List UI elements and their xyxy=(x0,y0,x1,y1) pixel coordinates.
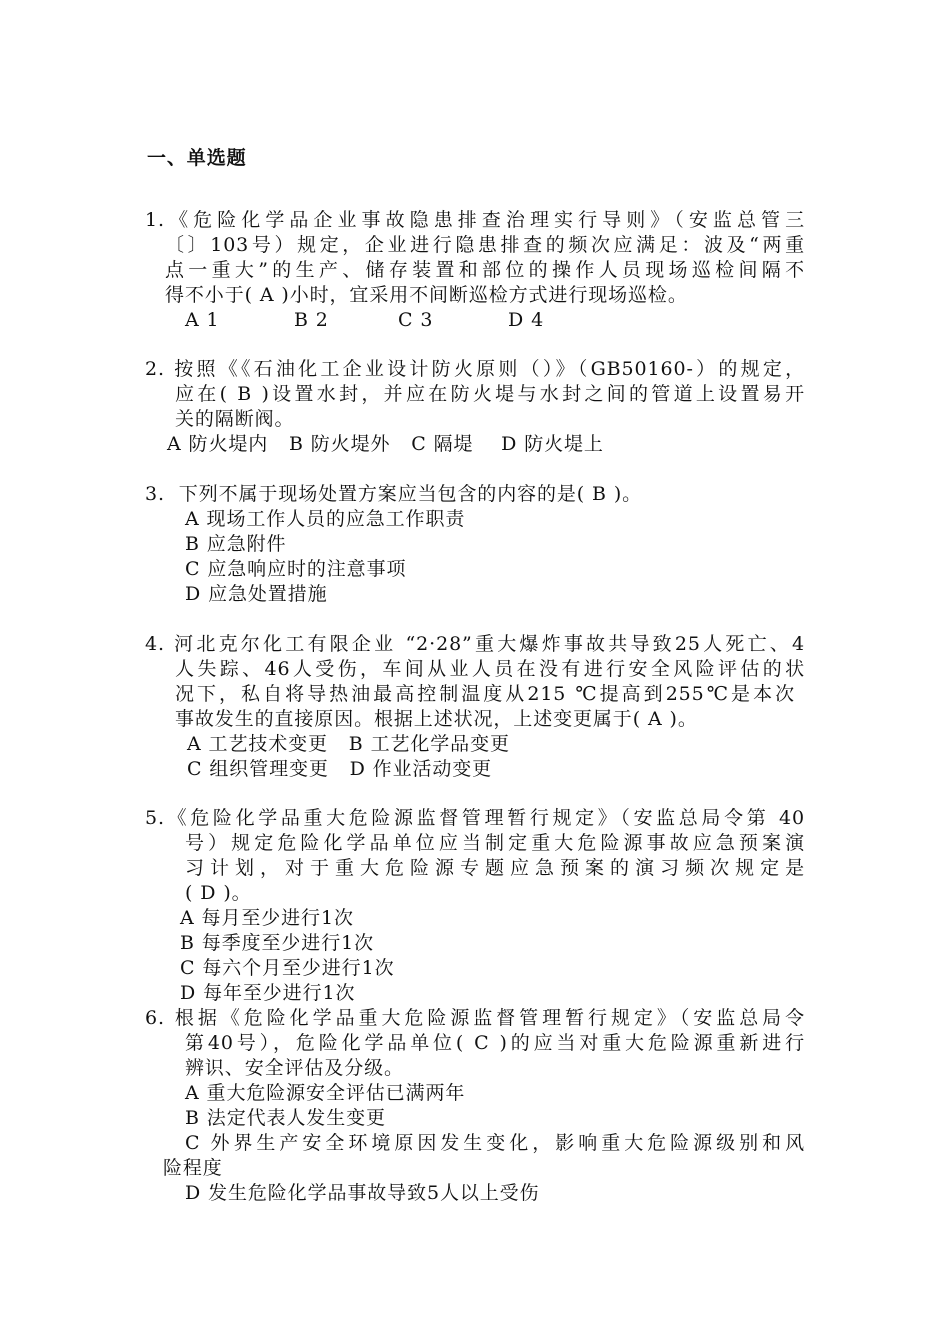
question-text-line: 号）规定危险化学品单位应当制定重大危险源事故应急预案演 xyxy=(185,832,805,854)
question-text-line: 人失踪、46人受伤，车间从业人员在没有进行安全风险评估的状 xyxy=(175,658,805,680)
option-a: A 重大危险源安全评估已满两年 xyxy=(185,1082,466,1104)
question-options: A 防火堤内 B 防火堤外 C 隔堤 D 防火堤上 xyxy=(167,433,604,455)
question-options: C 组织管理变更 D 作业活动变更 xyxy=(187,758,493,780)
question-text-line: 辨识、安全评估及分级。 xyxy=(185,1057,404,1079)
question-text-line: 1.《危险化学品企业事故隐患排查治理实行导则》（安监总管三 xyxy=(145,209,805,231)
question-text-line: 5.《危险化学品重大危险源监督管理暂行规定》（安监总局令第 40 xyxy=(145,807,805,829)
section-title: 一、单选题 xyxy=(147,147,247,169)
question-text-line: 2. 按照《《石油化工企业设计防火原则（）》（GB50160-）的规定， xyxy=(145,358,805,380)
question-text-line: 3. 下列不属于现场处置方案应当包含的内容的是( B )。 xyxy=(145,483,643,505)
option-c: C 应急响应时的注意事项 xyxy=(185,558,407,580)
option-d: D 每年至少进行1次 xyxy=(180,982,356,1004)
option-b: B 2 xyxy=(294,309,329,331)
question-text-line: 第40号），危险化学品单位( C )的应当对重大危险源重新进行 xyxy=(185,1032,805,1054)
question-text-line: 4. 河北克尔化工有限企业 “2·28”重大爆炸事故共导致25人死亡、4 xyxy=(145,633,805,655)
option-c: C 每六个月至少进行1次 xyxy=(180,957,395,979)
question-text-line: 应在( B )设置水封，并应在防火堤与水封之间的管道上设置易开 xyxy=(175,383,805,405)
question-text-line: ( D )。 xyxy=(185,882,252,904)
option-b: B 应急附件 xyxy=(185,533,287,555)
question-text-line: 习计划，对于重大危险源专题应急预案的演习频次规定是 xyxy=(185,857,805,879)
question-text-line: 事故发生的直接原因。根据上述状况，上述变更属于( A )。 xyxy=(175,708,698,730)
option-b: B 每季度至少进行1次 xyxy=(180,932,374,954)
option-b: B 法定代表人发生变更 xyxy=(185,1107,386,1129)
option-d: D 4 xyxy=(508,309,545,331)
option-a: A 现场工作人员的应急工作职责 xyxy=(185,508,466,530)
question-options: A 工艺技术变更 B 工艺化学品变更 xyxy=(187,733,510,755)
question-text-line: 〔〕103号）规定，企业进行隐患排查的频次应满足：波及“两重 xyxy=(165,234,805,256)
option-d: D 发生危险化学品事故导致5人以上受伤 xyxy=(185,1182,540,1204)
question-text-line: 6. 根据《危险化学品重大危险源监督管理暂行规定》（安监总局令 xyxy=(145,1007,805,1029)
option-c-continued: 险程度 xyxy=(163,1157,223,1179)
question-text-line: 况下，私自将导热油最高控制温度从215 ℃提高到255℃是本次 xyxy=(175,683,795,705)
question-text-line: 点一重大”的生产、储存装置和部位的操作人员现场巡检间隔不 xyxy=(165,259,805,281)
question-text-line: 关的隔断阀。 xyxy=(175,408,295,430)
option-d: D 应急处置措施 xyxy=(185,583,328,605)
question-text-line: 得不小于( A )小时，宜采用不间断巡检方式进行现场巡检。 xyxy=(165,284,688,306)
option-c: C 外界生产安全环境原因发生变化，影响重大危险源级别和风 xyxy=(185,1132,805,1154)
option-a: A 每月至少进行1次 xyxy=(180,907,354,929)
option-c: C 3 xyxy=(398,309,434,331)
option-a: A 1 xyxy=(185,309,220,331)
